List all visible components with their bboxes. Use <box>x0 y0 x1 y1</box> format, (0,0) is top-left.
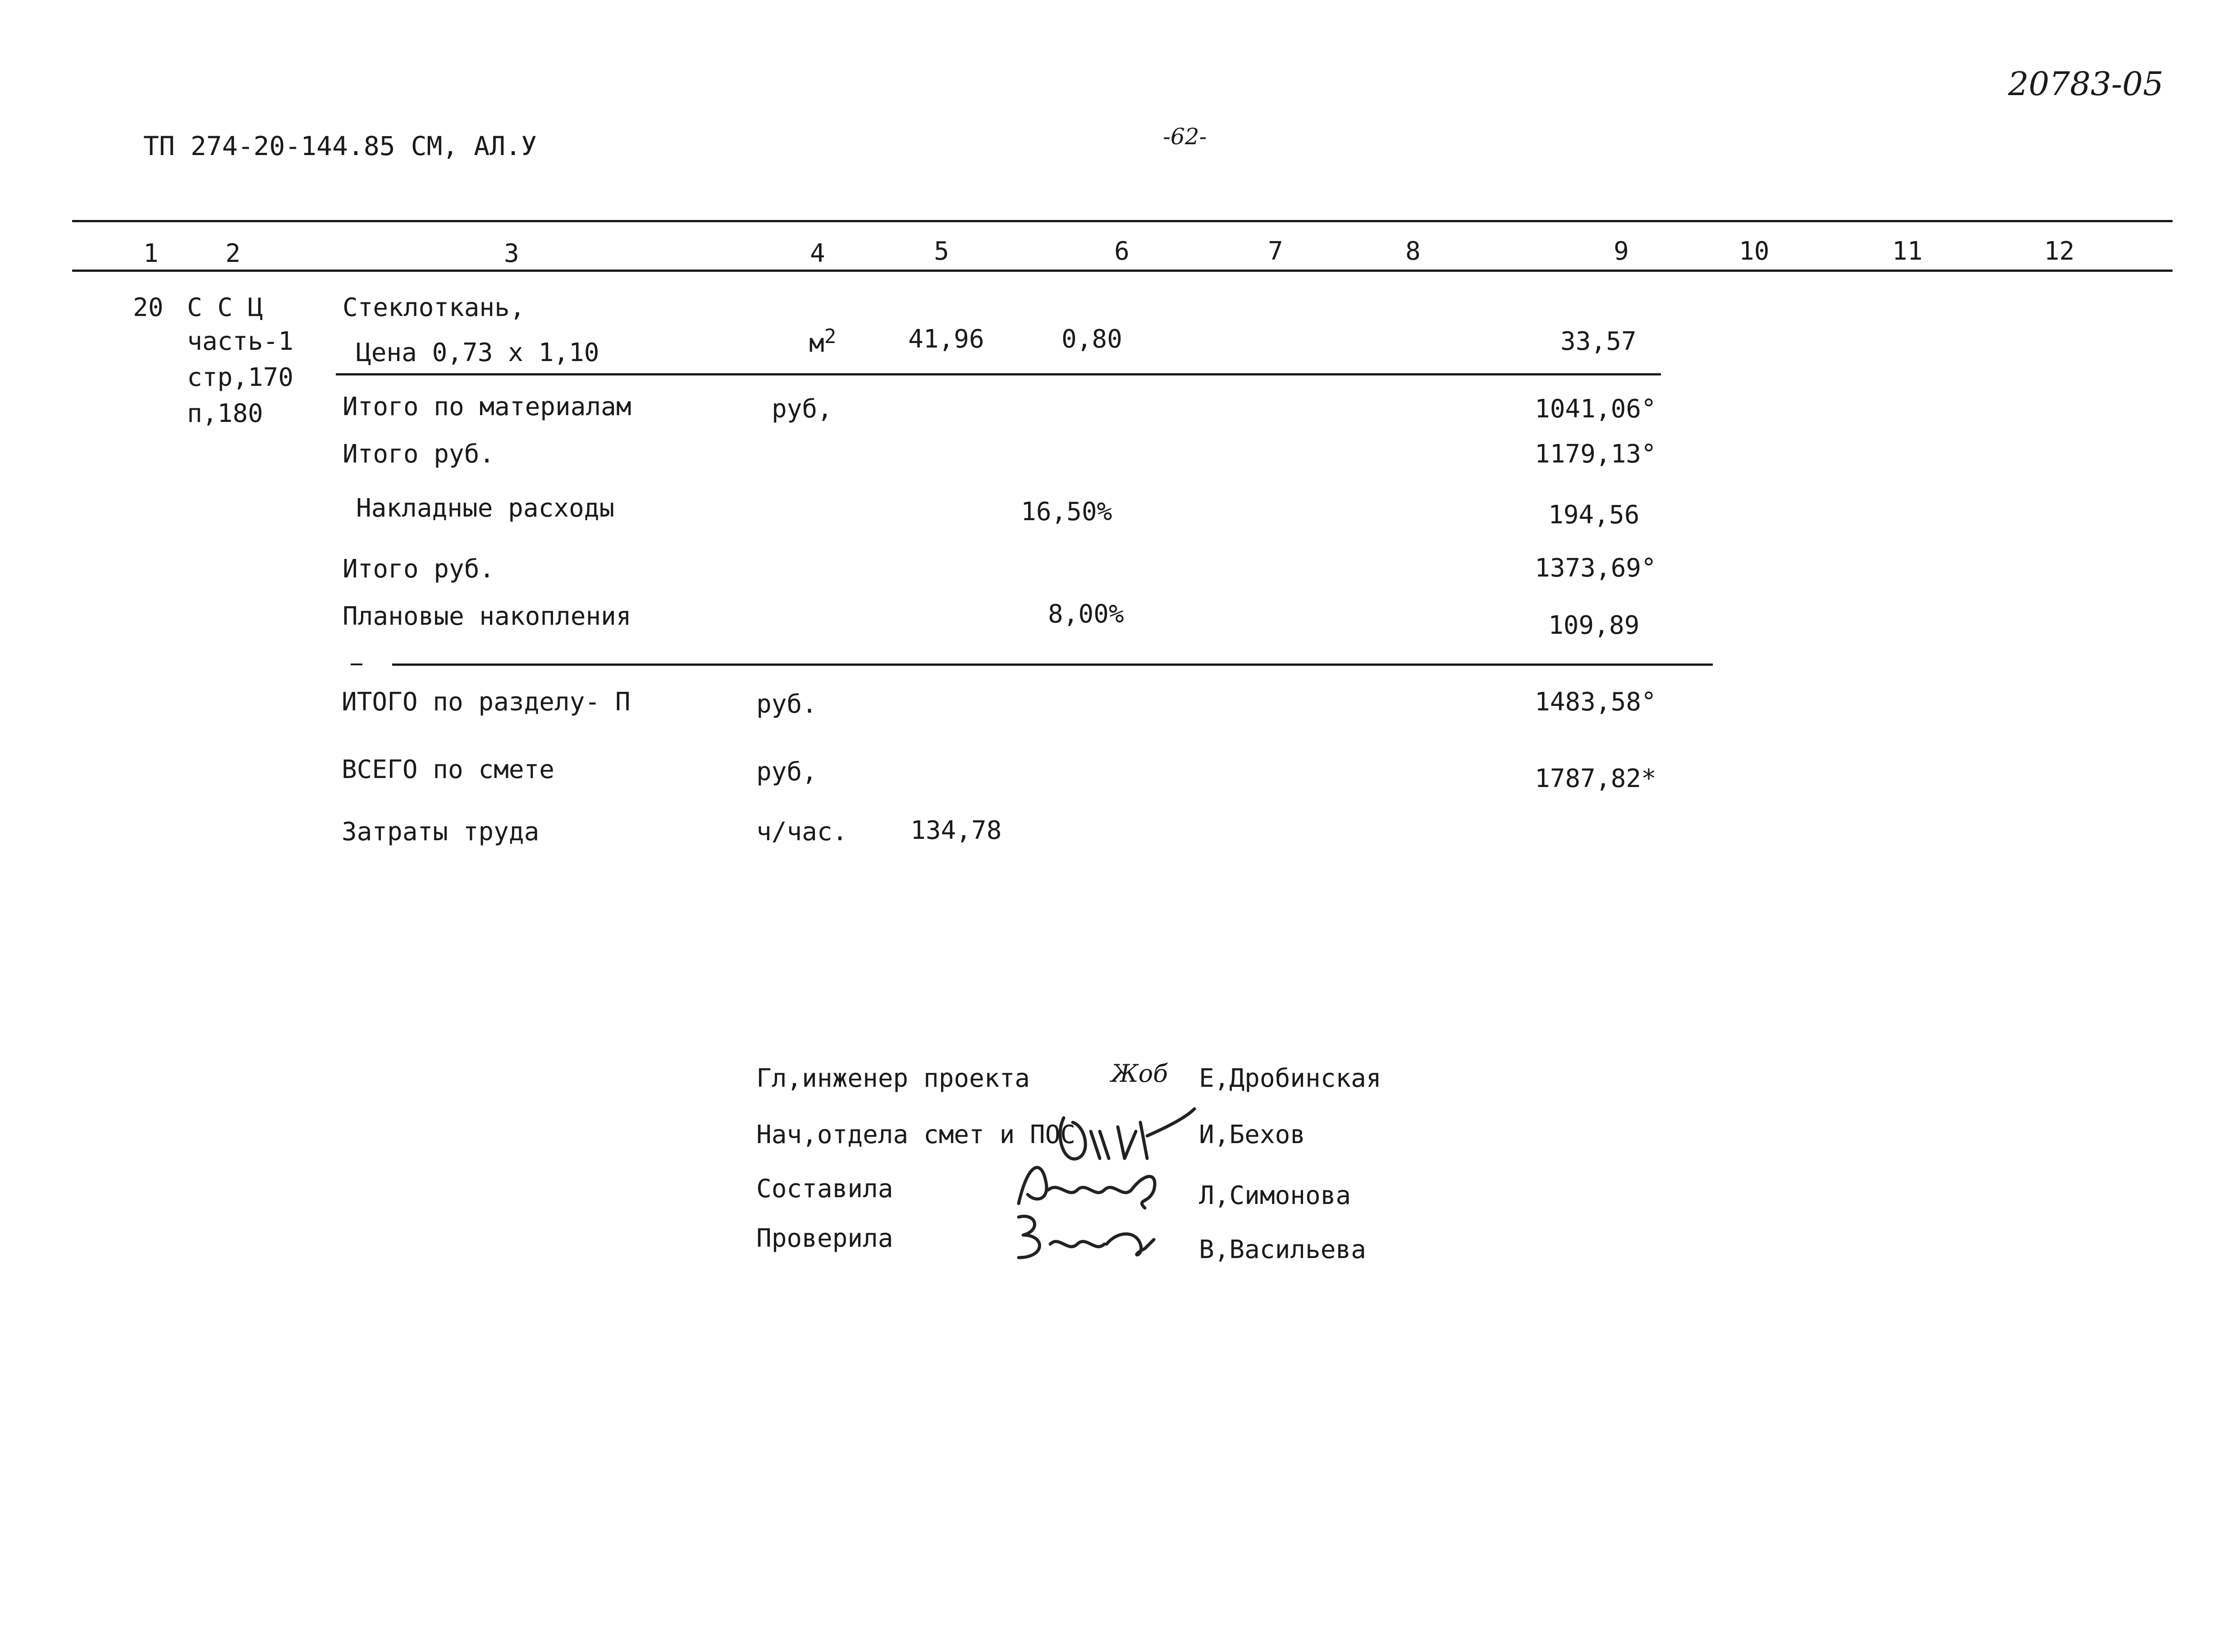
materials-label: Итого по материалам <box>343 392 631 421</box>
col-10: 10 <box>1739 237 1770 266</box>
overhead-total: 194,56 <box>1548 500 1640 530</box>
header-bottom-rule <box>72 270 2173 272</box>
col-3: 3 <box>504 239 519 268</box>
grand-unit: руб, <box>756 757 817 787</box>
col-8: 8 <box>1405 237 1421 266</box>
overhead-rate: 16,50% <box>1021 497 1112 526</box>
item-ref-2: часть-1 <box>187 327 294 356</box>
sig-name-checked: В,Васильева <box>1199 1235 1366 1264</box>
col-2: 2 <box>225 239 241 268</box>
labor-unit: ч/час. <box>756 817 848 847</box>
section-total: 1483,58° <box>1535 687 1656 717</box>
sig-name-head: И,Бехов <box>1199 1120 1306 1149</box>
labor-label: Затраты труда <box>342 817 540 847</box>
section-divider-dash <box>351 664 362 665</box>
header-top-rule <box>72 220 2173 222</box>
labor-qty: 134,78 <box>910 816 1002 845</box>
col-5: 5 <box>934 237 949 266</box>
overhead-label: Накладные расходы <box>356 494 615 523</box>
materials-unit: руб, <box>772 394 833 424</box>
col-1: 1 <box>143 239 159 268</box>
sig-role-chief: Гл,инженер проекта <box>756 1064 1030 1093</box>
sig-name-chief: Е,Дробинская <box>1199 1064 1382 1093</box>
grand-label: ВСЕГО по смете <box>342 755 555 784</box>
planned-rate: 8,00% <box>1048 599 1124 629</box>
subtotal2-label: Итого руб. <box>343 554 495 584</box>
item-unit-sup: 2 <box>824 325 837 348</box>
section-label: ИТОГО по разделу- П <box>342 687 631 717</box>
item-ref-1: С С Ц <box>187 293 263 322</box>
section-unit: руб. <box>756 690 817 719</box>
item-name: Стеклоткань, <box>343 293 525 322</box>
planned-total: 109,89 <box>1548 611 1640 640</box>
col-9: 9 <box>1614 237 1629 266</box>
sig-mark-chief: Жоб <box>1111 1059 1168 1088</box>
col-11: 11 <box>1892 237 1923 266</box>
item-underline <box>336 373 1661 375</box>
subtotal1-total: 1179,13° <box>1535 439 1656 469</box>
materials-total: 1041,06° <box>1535 394 1656 424</box>
signature-checked <box>1010 1208 1158 1267</box>
planned-label: Плановые накопления <box>343 602 631 631</box>
col-12: 12 <box>2044 237 2075 266</box>
subtotal2-total: 1373,69° <box>1535 554 1656 583</box>
page-number: -62- <box>1163 124 1207 150</box>
subtotal1-label: Итого руб. <box>343 439 495 469</box>
signature-compiled <box>1010 1154 1172 1217</box>
sig-role-compiled: Составила <box>756 1174 893 1204</box>
item-number: 20 <box>133 293 164 322</box>
archive-number: 20783-05 <box>2008 65 2164 103</box>
item-price: Цена 0,73 х 1,10 <box>356 338 599 367</box>
col-4: 4 <box>810 239 825 268</box>
item-unit-base: м <box>809 329 824 358</box>
sig-role-head: Нач,отдела смет и ПОС <box>756 1120 1076 1149</box>
doc-code: ТП 274-20-144.85 СМ, АЛ.У <box>143 131 537 161</box>
col-6: 6 <box>1114 237 1130 266</box>
item-ref-3: стр,170 <box>187 363 294 392</box>
item-ref-4: п,180 <box>187 399 263 428</box>
item-unit-price: 0,80 <box>1061 325 1122 354</box>
item-qty: 41,96 <box>908 325 984 354</box>
sig-role-checked: Проверила <box>756 1224 893 1253</box>
grand-total: 1787,82* <box>1535 764 1656 793</box>
item-total: 33,57 <box>1560 327 1637 356</box>
sig-name-compiled: Л,Симонова <box>1199 1181 1351 1210</box>
col-7: 7 <box>1268 237 1283 266</box>
item-unit <box>809 327 836 357</box>
section-divider <box>392 664 1713 666</box>
